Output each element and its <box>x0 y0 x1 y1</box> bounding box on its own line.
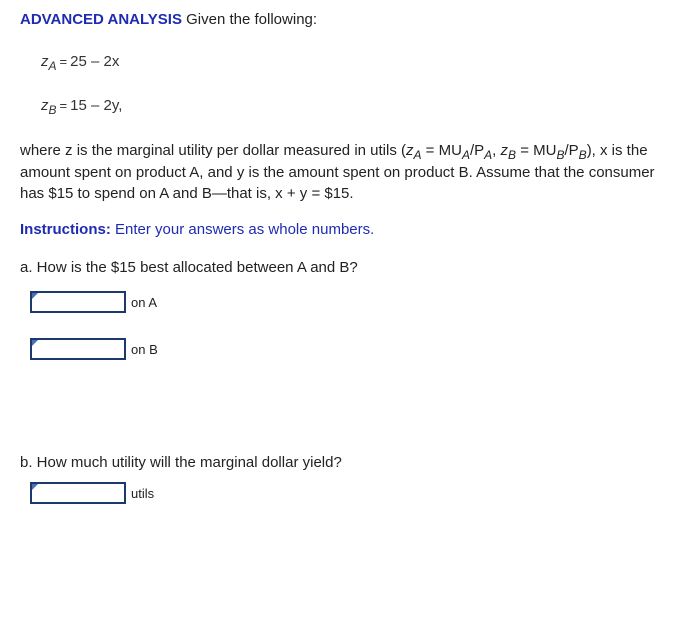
equation-b <box>41 97 123 117</box>
answer-field-b-utils[interactable] <box>30 482 126 504</box>
unit-label-utils: utils <box>131 486 155 501</box>
desc-text-7: ), x is the amount spent on product A, and y is the amount spent on product B. Assume that the consumer has $15 to spend on A and B—that is, x + y = $15. <box>20 142 655 202</box>
desc-text-6: /P <box>564 142 579 159</box>
unit-label-on-b: on B <box>131 342 158 357</box>
answer-field-a-on-b[interactable] <box>30 338 126 360</box>
desc-mu-a-sub: A <box>461 148 470 162</box>
equation-a <box>41 53 120 73</box>
desc-text-2: = MU <box>421 142 462 159</box>
desc-p-b-sub: B <box>578 148 587 162</box>
unit-label-on-a: on A <box>131 295 158 310</box>
desc-z-b-sub: B <box>508 148 517 162</box>
eq-a-equals: = <box>59 54 68 69</box>
section-tag: ADVANCED ANALYSIS <box>20 11 182 28</box>
desc-text-5: = MU <box>516 142 557 159</box>
desc-mu-b-sub: B <box>556 148 565 162</box>
desc-p-a-sub: A <box>484 148 493 162</box>
answer-input-on-a[interactable] <box>33 294 127 312</box>
eq-a-rhs: 25 – 2x <box>70 53 120 70</box>
eq-a-variable: z <box>41 53 49 70</box>
desc-text-3: /P <box>469 142 485 159</box>
eq-b-equals: = <box>59 98 68 113</box>
desc-text-4: , <box>492 142 501 159</box>
eq-a-subscript: A <box>48 59 57 73</box>
question-a: a. How is the $15 best allocated between A and B? <box>20 259 358 276</box>
eq-b-variable: z <box>41 97 49 114</box>
desc-z-b: z <box>500 142 509 159</box>
answer-field-a-on-a[interactable] <box>30 291 126 313</box>
instructions-text: Enter your answers as whole numbers. <box>110 221 375 238</box>
problem-description <box>20 140 660 204</box>
instructions-label: Instructions: <box>20 221 111 238</box>
desc-z-a-sub: A <box>413 148 422 162</box>
eq-b-rhs: 15 – 2y, <box>70 97 123 114</box>
heading-text: Given the following: <box>181 11 318 28</box>
instructions <box>20 221 374 238</box>
problem-heading <box>20 11 317 28</box>
answer-input-utils[interactable] <box>33 485 127 503</box>
eq-b-subscript: B <box>48 103 57 117</box>
answer-input-on-b[interactable] <box>33 341 127 359</box>
desc-z-a: z <box>406 142 414 159</box>
question-b: b. How much utility will the marginal dollar yield? <box>20 454 342 471</box>
desc-text-1: where z is the marginal utility per dollar measured in utils ( <box>20 142 406 159</box>
